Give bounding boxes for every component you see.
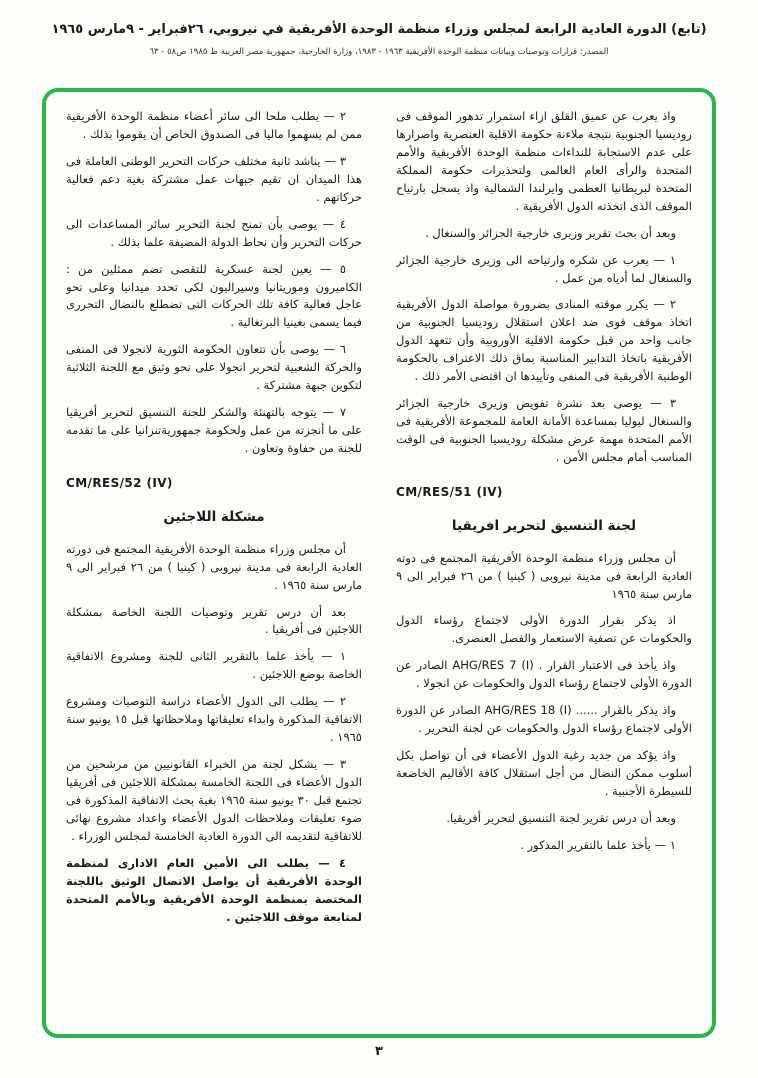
section-heading: مشكلة اللاجئين (163, 508, 265, 525)
header-source: المصدر: قرارات وتوصيات وبيانات منظمة الوحدة الأفريقية ١٩٦٣ - ١٩٨٣، وزارة الخارجية، جمهورية مصر العربية ط ١٩٨٥ ص٥٨ - ٦٣ (149, 46, 609, 57)
paragraph: أن مجلس وزراء منظمة الوحدة الأفريقية المجتمع فى دورته العادية الرابعة فى مدينة نيروبى ( كينيا ) من ٢٦ فبراير الى ٩ مارس سنة ١٩٦٥ . (66, 541, 362, 592)
column-right (396, 108, 692, 1022)
content-frame (42, 88, 716, 1038)
paragraph: ٦ — يوصى بأن تتعاون الحكومة الثورية لانجولا فى المنفى والحركة الشعبية لتحرير انجولا على نحو وثيق مع اللجنة الثلاثية لتكوين جبهة مشتركة . (66, 342, 362, 393)
paragraph: ٣ — يشكل لجنة من الخبراء القانونيين من مرشحين من الدول الأعضاء فى اللجنة الخامسة بمشكلة اللاجئين فى أفريقيا تجتمع قبل ٣٠ يونيو سنة ١٩٦٥ بغية بحث الاتفاقية المذكورة فى ضوء تعليقات وملاحظات الدول الأعضاء واعداد مشروع نهائى للاتفاقية لتقديمه الى الدورة العادية الخامسة لمجلس الوزراء . (66, 757, 362, 843)
column-left (66, 108, 362, 1022)
paragraph: ٤ — يطلب الى الأمين العام الادارى لمنظمة الوحدة الأفريقية أن يواصل الاتصال الوثيق باللجنة المختصة بمنظمة الوحدة الأفريقية وبالأمم المتحدة لمتابعة موقف اللاجئين . (66, 855, 362, 924)
paragraph: بعد أن درس تقرير وتوصيات اللجنة الخاصة بمشكلة اللاجئين فى أفريقيا . (66, 604, 362, 637)
header-title: (تابع) الدورة العادية الرابعة لمجلس وزراء منظمة الوحدة الأفريقية في نيروبي، ٢٦فبراير - ٩مارس ١٩٦٥ (51, 22, 707, 37)
paragraph: ٤ — يوصى بأن تمنح لجنة التحرير سائر المساعدات الى حركات التحرير وأن نحاط الدولة المضيفة علما بذلك . (66, 216, 362, 249)
section-heading: لجنة التنسيق لتحرير افريقيا (451, 517, 637, 534)
page-number: ٣ (375, 1044, 383, 1059)
paragraph: اذ يذكر بقرار الدورة الأولى لاجتماع رؤساء الدول والحكومات عن تصفية الاستعمار والفصل العنصرى. (396, 613, 692, 646)
paragraph: ٣ — يوصى بعد نشرة تفويض وزيرى خارجية الجزائر والسنغال ليوليا بمساعدة الأمانة العامة للمجموعة الأفريقية فى الأمم المتحدة مهمة عرض مشكلة روديسيا الجنوبية فى الوقت المناسب أمام مجلس الأمن . (396, 396, 692, 464)
paragraph: واذ يعرب عن عميق القلق ازاء استمرار تدهور الموقف فى روديسيا الجنوبية نتيجة ملاءنة حكومة الاقلية العنصرية واصرارها على عدم الاستجابة للنداءات منظمة الوحدة الأفريقية والأمم المتحدة والرأى العام العالمى ولتحذيرات حكومة المملكة المتحدة لبريطانيا العظمى وايرلندا الشمالية واذ يسجل بارتياح الموقف الذى اتخذته الدول الأفريقية . (396, 109, 692, 213)
paragraph: ٥ — يعين لجنة عسكرية للتقصى تضم ممثلين من : الكاميرون وموريتانيا وسيراليون لكى تحدد ميدانيا وعلى نحو عاجل فعالية كافة تلك الحركات التى تضطلع بالنضال التحررى فيما يسمى بغينيا البرتغالية . (66, 261, 362, 330)
paragraph: ٢ — يطلب ملحا الى سائر أعضاء منظمة الوحدة الأفريقية ممن لم يسهموا ماليا فى الصندوق الخاص أن يقوموا بذلك . (66, 109, 362, 141)
paragraph: ١ — يأخذ علما بالتقرير المذكور . (520, 837, 676, 852)
paragraph: واذ يأخذ فى الاعتبار القرار . AHG/RES 7 (I) الصادر عن الدورة الأولى لاجتماع رؤساء الدول والحكومات عن انجولا . (396, 658, 692, 691)
paragraph: واذ يذكر بالقرار ...... AHG/RES 18 (I) الصادر عن الدورة الأولى لاجتماع رؤساء الدول والحكومات عن لجنة التحرير . (396, 703, 692, 736)
paragraph: واذ يؤكد من جديد رغبة الدول الأعضاء فى أن تواصل بكل أسلوب ممكن النضال من أجل استقلال كافة الأقاليم الخاضعة للسيطرة الأجنبية . (396, 748, 692, 798)
paragraph: ١ — يعرب عن شكره وارتياحه الى وزيرى خارجية الجزائر والسنغال لما أدياه من عمل . (396, 252, 692, 285)
paragraph: ٣ — يناشد ثانية مختلف حركات التحرير الوطنى العاملة فى هذا الميدان ان تقيم جبهات عمل مشتركة بغية دعم فعالية حركاتهم . (66, 153, 362, 204)
paragraph: أن مجلس وزراء منظمة الوحدة الأفريقية المجتمع فى دوته العادية الرابعة فى مدينة نيروبى ( كينيا ) من ٢٦ فبراير الى ٩ مارس سنة ١٩٦٥ (396, 550, 692, 601)
columns (66, 108, 692, 1022)
page-header (0, 22, 758, 57)
resolution-ref: CM/RES/52 (IV) (66, 475, 173, 490)
paragraph: ١ — يأخذ علما بالتقرير الثانى للجنة ومشروع الاتفاقية الخاصة بوضع اللاجئين . (66, 649, 362, 682)
paragraph: ٢ — يكرر موقته المنادى بضرورة مواصلة الدول الأفريقية اتخاذ موقف قوى ضد اعلان استقلال روديسيا الجنوبية من جانب واحد من قبل حكومة الاقلية الأوروبية وأن تتعهد الدول الأفريقية باتخاذ التدابير المناسبة بماق ذلك الاعتراف بالحكومة الوطنية الأفريقية فى المنفى وتأييدها ان اقتضى الأمر ذلك . (396, 297, 692, 384)
paragraph: وبعد أن درس تقرير لجنة التنسيق لتحرير أفريقيا. (446, 810, 676, 825)
resolution-ref: CM/RES/51 (IV) (396, 484, 503, 499)
paragraph: ٧ — يتوجه بالتهنئة والشكر للجنة التنسيق لتحرير أفريقيا على ما أنجزته من عمل ولحكومة جمهوريةتنزانيا على ما تقدمه للجنة من حفاوة وتعاون . (66, 405, 362, 455)
paragraph: وبعد أن بحث تقرير وزيرى خارجية الجزائر والسنغال . (425, 225, 676, 240)
paragraph: ٢ — يطلب الى الدول الأعضاء دراسة التوصيات ومشروع الاتفاقية المذكورة وابداء تعليقاتها وملاحظاتها قبل ١٥ يونيو سنة ١٩٦٥ . (66, 694, 362, 745)
